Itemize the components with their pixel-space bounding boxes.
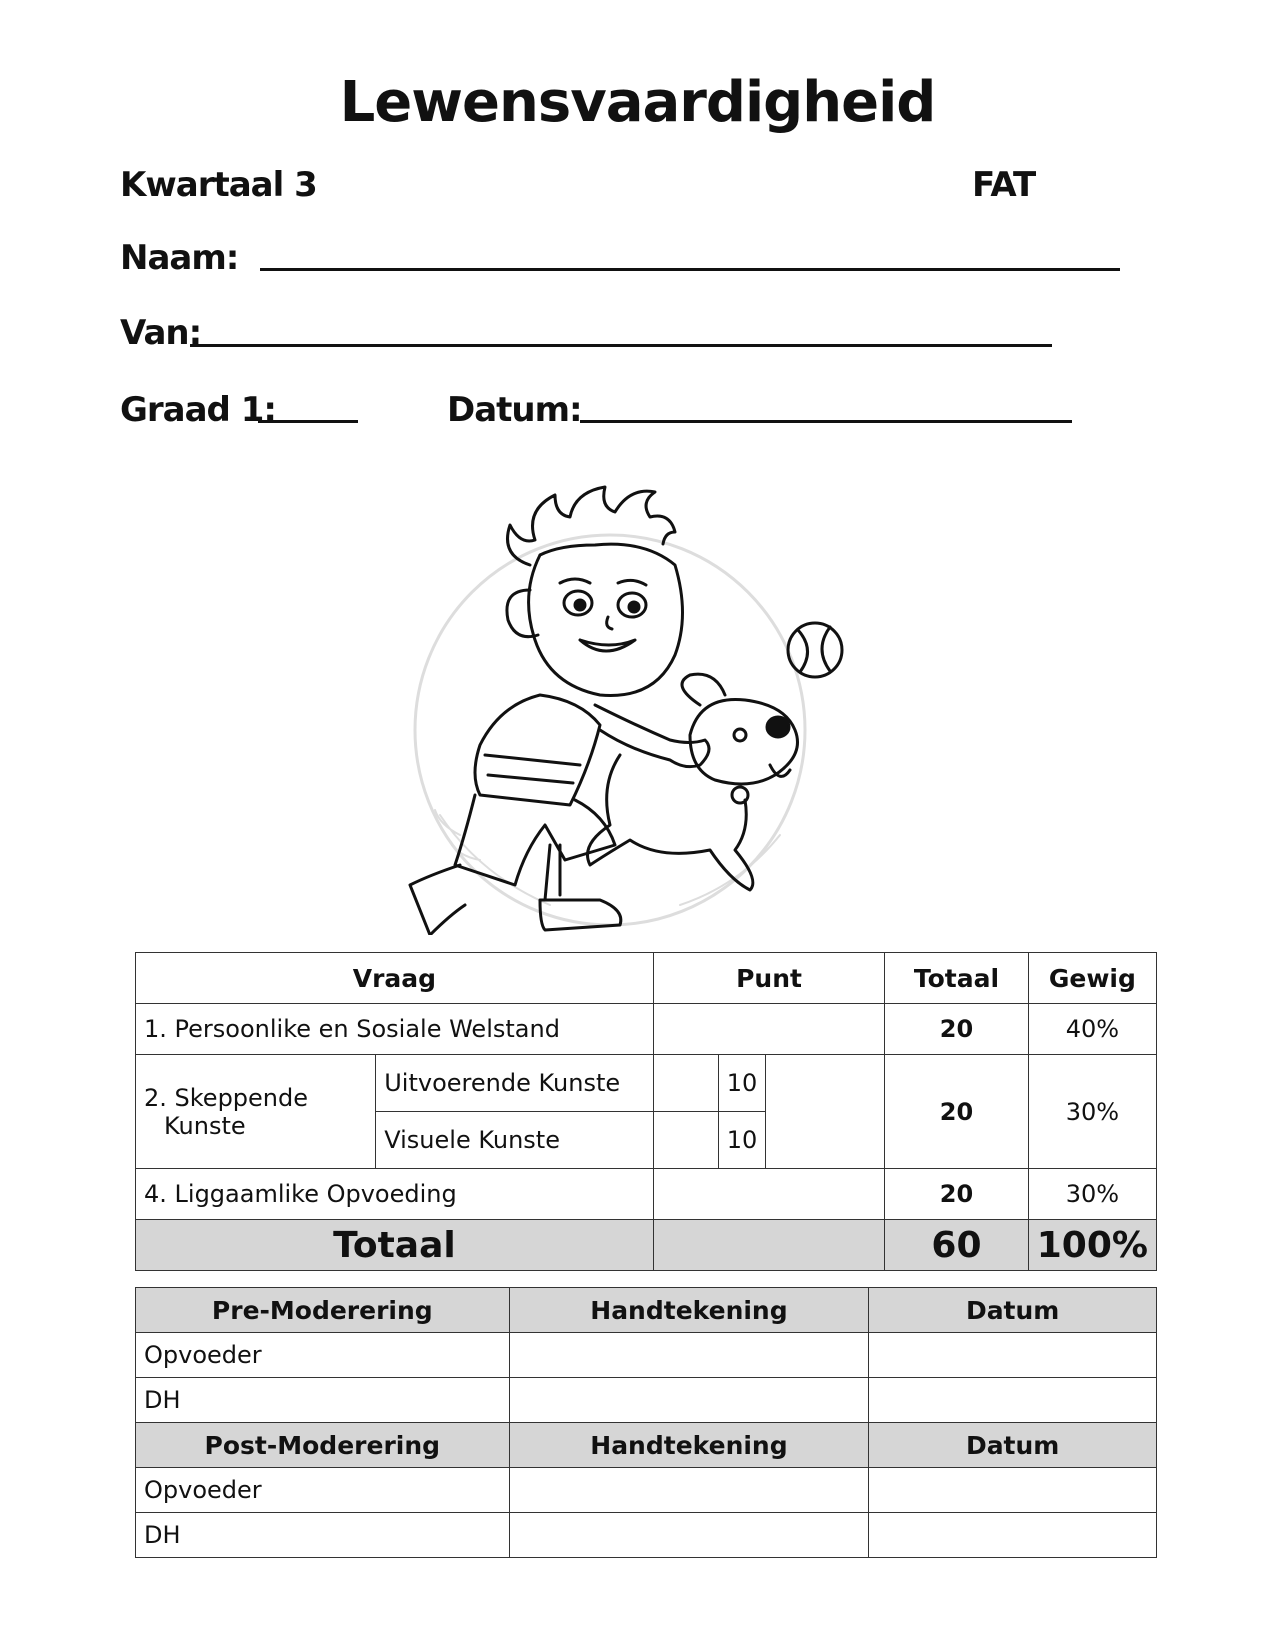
max-performing-arts: 10 <box>718 1055 766 1112</box>
pre-signature-header: Handtekening <box>509 1288 869 1333</box>
surname-field[interactable] <box>190 344 1052 347</box>
term-label: Kwartaal 3 <box>120 165 317 205</box>
header-question: Vraag <box>136 953 654 1004</box>
post-signature-header: Handtekening <box>509 1423 869 1468</box>
mark-cell-2[interactable] <box>766 1055 885 1169</box>
boy-and-dog-illustration <box>380 455 860 935</box>
post-row-dh: DH <box>136 1513 510 1558</box>
question-1: 1. Persoonlike en Sosiale Welstand <box>136 1004 654 1055</box>
grade-label: Graad 1: <box>120 390 276 430</box>
weight-4: 30% <box>1028 1169 1156 1220</box>
subquestion-performing-arts: Uitvoerende Kunste <box>376 1055 654 1112</box>
pre-educator-signature-cell[interactable] <box>509 1333 869 1378</box>
weight-1: 40% <box>1028 1004 1156 1055</box>
sum-mark-cell[interactable] <box>653 1220 884 1271</box>
subquestion-visual-arts: Visuele Kunste <box>376 1112 654 1169</box>
max-visual-arts: 10 <box>718 1112 766 1169</box>
date-field[interactable] <box>580 420 1072 423</box>
assessment-type-label: FAT <box>972 165 1036 205</box>
question-2-line2: Kunste <box>164 1111 246 1140</box>
post-row-educator: Opvoeder <box>136 1468 510 1513</box>
sum-total: 60 <box>885 1220 1029 1271</box>
page-title: Lewensvaardigheid <box>339 70 936 135</box>
pre-dh-signature-cell[interactable] <box>509 1378 869 1423</box>
mark-cell-performing-arts[interactable] <box>653 1055 718 1112</box>
date-label: Datum: <box>447 390 582 430</box>
total-1: 20 <box>885 1004 1029 1055</box>
pre-date-header: Datum <box>869 1288 1157 1333</box>
post-dh-date-cell[interactable] <box>869 1513 1157 1558</box>
header-total: Totaal <box>885 953 1029 1004</box>
total-2: 20 <box>885 1055 1029 1169</box>
question-4: 4. Liggaamlike Opvoeding <box>136 1169 654 1220</box>
post-dh-signature-cell[interactable] <box>509 1513 869 1558</box>
question-2 <box>136 1055 376 1169</box>
pre-educator-date-cell[interactable] <box>869 1333 1157 1378</box>
sum-weight: 100% <box>1028 1220 1156 1271</box>
total-4: 20 <box>885 1169 1029 1220</box>
post-moderation-header: Post-Moderering <box>136 1423 510 1468</box>
mark-cell-visual-arts[interactable] <box>653 1112 718 1169</box>
header-weight: Gewig <box>1028 953 1156 1004</box>
score-table <box>135 952 1157 1271</box>
name-label: Naam: <box>120 238 239 278</box>
sum-label: Totaal <box>136 1220 654 1271</box>
pre-row-dh: DH <box>136 1378 510 1423</box>
mark-cell-4[interactable] <box>653 1169 884 1220</box>
post-date-header: Datum <box>869 1423 1157 1468</box>
header-mark: Punt <box>653 953 884 1004</box>
grade-field[interactable] <box>258 420 358 423</box>
post-educator-date-cell[interactable] <box>869 1468 1157 1513</box>
weight-2: 30% <box>1028 1055 1156 1169</box>
pre-dh-date-cell[interactable] <box>869 1378 1157 1423</box>
mark-cell-1[interactable] <box>653 1004 884 1055</box>
pre-moderation-header: Pre-Moderering <box>136 1288 510 1333</box>
post-educator-signature-cell[interactable] <box>509 1468 869 1513</box>
pre-row-educator: Opvoeder <box>136 1333 510 1378</box>
moderation-table <box>135 1287 1157 1558</box>
name-field[interactable] <box>260 268 1120 271</box>
surname-label: Van: <box>120 313 202 353</box>
question-2-line1: 2. Skeppende <box>144 1083 309 1112</box>
